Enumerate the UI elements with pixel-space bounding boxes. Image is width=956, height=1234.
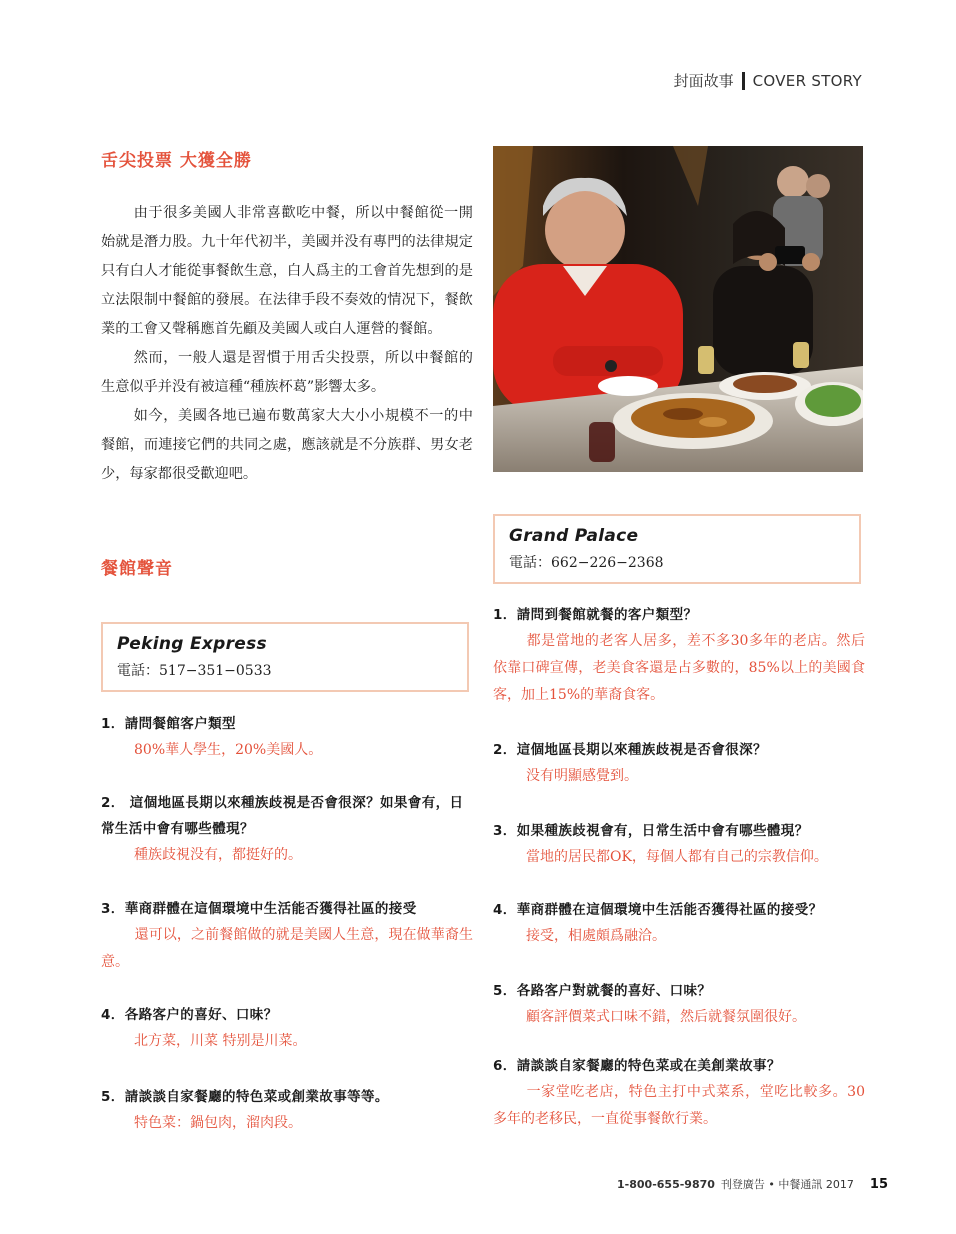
qa-item bbox=[101, 896, 473, 976]
article-body bbox=[101, 199, 473, 489]
header-divider bbox=[742, 72, 745, 90]
paragraph: 如今，美國各地已遍布數萬家大大小小規模不一的中餐館，而連接它們的共同之處，應該就是不分族群、男女老少，每家都很受歡迎吧。 bbox=[101, 408, 473, 482]
answer: 没有明顯感覺到。 bbox=[526, 768, 638, 784]
qa-item bbox=[493, 602, 865, 709]
restaurant-box-grand-palace bbox=[493, 514, 861, 584]
qa-item bbox=[493, 978, 865, 1031]
page-footer bbox=[617, 1176, 888, 1192]
question: 1．請問到餐館就餐的客户類型？ bbox=[493, 607, 698, 623]
qa-item bbox=[493, 897, 865, 950]
footer-phone: 1-800-655-9870 bbox=[617, 1178, 715, 1191]
restaurant-dining-photo bbox=[493, 146, 863, 472]
section-title-tongue-vote: 舌尖投票 大獲全勝 bbox=[101, 151, 252, 171]
question: 1．請問餐館客户類型 bbox=[101, 716, 236, 732]
answer: 北方菜，川菜 特别是川菜。 bbox=[134, 1033, 307, 1049]
question: 3．華商群體在這個環境中生活能否獲得社區的接受 bbox=[101, 901, 417, 917]
qa-item bbox=[101, 1084, 473, 1137]
restaurant-phone: 電話：517−351−0533 bbox=[117, 663, 272, 679]
question: 2． 這個地區長期以來種族歧視是否會很深？如果會有，日常生活中會有哪些體現？ bbox=[101, 795, 464, 837]
restaurant-box-peking-express bbox=[101, 622, 469, 692]
question: 3．如果種族歧視會有，日常生活中會有哪些體現？ bbox=[493, 823, 809, 839]
answer: 接受，相處頗爲融洽。 bbox=[526, 928, 666, 944]
restaurant-name: Grand Palace bbox=[509, 526, 639, 546]
restaurant-phone: 電話：662−226−2368 bbox=[509, 555, 664, 571]
restaurant-name: Peking Express bbox=[117, 634, 267, 654]
question: 2．這個地區長期以來種族歧視是否會很深？ bbox=[493, 742, 767, 758]
answer: 當地的居民都OK，每個人都有自己的宗教信仰。 bbox=[526, 849, 828, 865]
question: 5．請談談自家餐廳的特色菜或創業故事等等。 bbox=[101, 1089, 389, 1105]
footer-text: 刊登廣告 • 中餐通訊 2017 bbox=[720, 1178, 854, 1191]
qa-item bbox=[101, 790, 473, 869]
qa-item bbox=[493, 737, 865, 790]
section-label-en: COVER STORY bbox=[752, 71, 862, 90]
question: 4．華商群體在這個環境中生活能否獲得社區的接受？ bbox=[493, 902, 823, 918]
paragraph: 然而，一般人還是習慣于用舌尖投票，所以中餐館的生意似乎并没有被這種“種族杯葛”影響太多。 bbox=[101, 350, 473, 395]
paragraph: 由于很多美國人非常喜歡吃中餐，所以中餐館從一開始就是潛力股。九十年代初半，美國并没有專門的法律規定只有白人才能從事餐飲生意，白人爲主的工會首先想到的是立法限制中餐館的發展。在法律手段不奏效的情况下，餐飲業的工會又聲稱應首先顧及美國人或白人運營的餐館。 bbox=[101, 205, 473, 337]
qa-item bbox=[493, 818, 865, 871]
page-header bbox=[674, 70, 862, 91]
page-number: 15 bbox=[869, 1177, 888, 1192]
answer: 特色菜：鍋包肉，溜肉段。 bbox=[134, 1115, 302, 1131]
qa-item bbox=[101, 711, 473, 764]
answer: 都是當地的老客人居多，差不多30多年的老店。然后依靠口碑宣傳，老美食客還是占多數的，85%以上的美國食客，加上15%的華裔食客。 bbox=[493, 633, 865, 703]
dining-photo-illustration bbox=[493, 146, 863, 472]
section-label-cn: 封面故事 bbox=[673, 72, 734, 90]
question: 6．請談談自家餐廳的特色菜或在美創業故事？ bbox=[493, 1058, 781, 1074]
answer: 一家堂吃老店，特色主打中式菜系，堂吃比較多。30多年的老移民，一直從事餐飲行業。 bbox=[493, 1084, 865, 1127]
answer: 80%華人學生，20%美國人。 bbox=[134, 742, 323, 758]
qa-item bbox=[101, 1002, 473, 1055]
section-title-restaurant-voices: 餐館聲音 bbox=[101, 559, 173, 579]
answer: 顧客評價菜式口味不錯，然后就餐氛圍很好。 bbox=[526, 1009, 806, 1025]
qa-item bbox=[493, 1053, 865, 1133]
answer: 還可以，之前餐館做的就是美國人生意，現在做華裔生意。 bbox=[101, 927, 473, 970]
question: 4．各路客户的喜好、口味？ bbox=[101, 1007, 278, 1023]
question: 5．各路客户對就餐的喜好、口味？ bbox=[493, 983, 712, 999]
answer: 種族歧視没有，都挺好的。 bbox=[134, 847, 302, 863]
